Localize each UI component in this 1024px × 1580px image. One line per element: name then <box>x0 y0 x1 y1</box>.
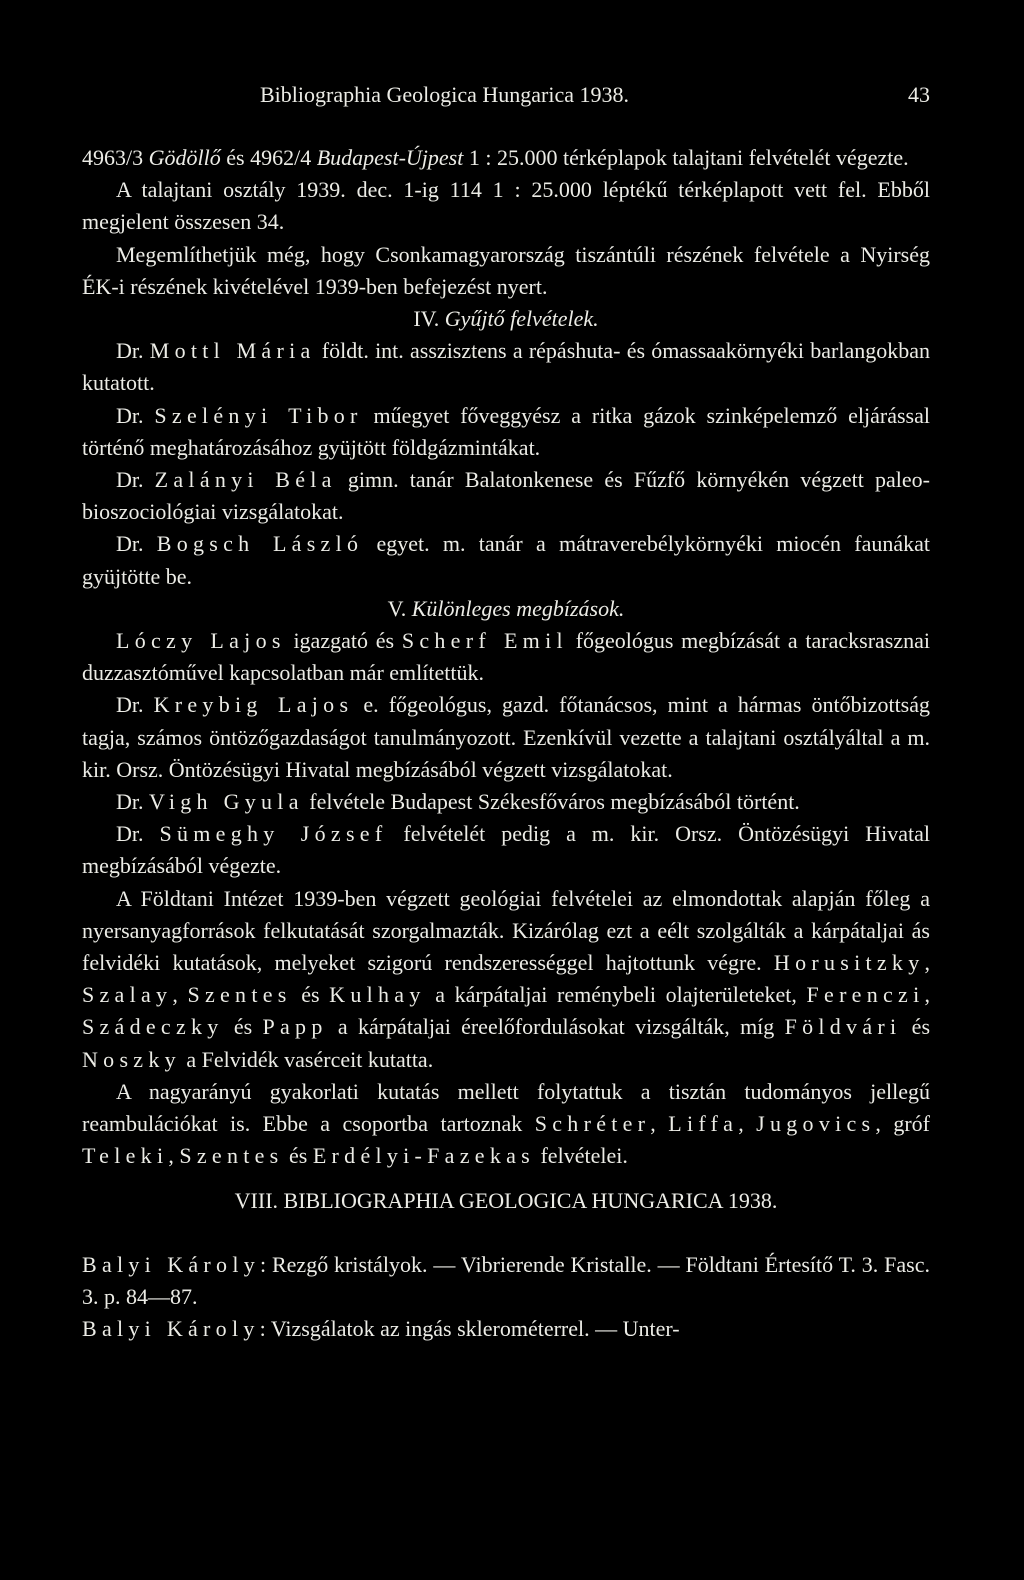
entry-text: : Vizsgálatok az ingás sklerométerrel. — Unter- <box>259 1316 680 1342</box>
text-run: gimn. tanár Balatonkenese és Fűzfő környékén végzett paleo-bioszociológiai vizsgálatokat. <box>82 467 931 525</box>
person-name: Sümeghy József <box>159 821 388 847</box>
text-run: Dr. <box>116 531 157 557</box>
person-name: Erdélyi-Fazekas <box>312 1143 535 1169</box>
person-name: Vigh Gyula <box>149 789 304 815</box>
person-name: Szalay <box>82 982 173 1008</box>
paragraph <box>82 400 930 464</box>
place-name: Gödöllő <box>148 145 221 170</box>
paragraph <box>82 625 930 689</box>
text-run: , <box>924 982 930 1008</box>
person-name: Szádeczky <box>82 1014 224 1040</box>
person-name: Schréter <box>534 1111 651 1137</box>
person-name: Noszky <box>82 1046 181 1072</box>
running-title: Bibliographia Geologica Hungarica 1938. <box>260 82 630 107</box>
person-name: Zalányi Béla <box>154 467 337 493</box>
text-run: , gróf <box>875 1111 930 1137</box>
spacer <box>82 1173 930 1185</box>
person-name: Horusitzky <box>773 950 925 976</box>
bibliography-entry <box>82 1313 930 1345</box>
text-run: A nagyarányú gyakorlati kutatás mellett folytattuk a tisztán tudományos jellegű reambulációkat is. Ebbe a csoportba tartoznak <box>82 1078 930 1137</box>
text-run: és 4962/4 <box>220 145 317 170</box>
text-run: Dr. <box>116 692 154 718</box>
person-name: Szentes <box>187 982 292 1008</box>
text-run: felvétele Budapest Székesfőváros megbízásából történt. <box>303 789 800 815</box>
place-name: Budapest-Újpest <box>316 145 464 170</box>
paragraph <box>82 142 930 174</box>
text-run: Dr. <box>116 789 149 815</box>
text-run: igazgató és <box>285 628 402 654</box>
person-name: Jugovics <box>756 1111 876 1137</box>
text-run: felvételét pedig a m. kir. Orsz. Öntözésügyi Hivatal megbízásából végezte. <box>82 821 931 879</box>
text-run: felvételei. <box>534 1143 628 1169</box>
text-run: Dr. <box>116 338 150 364</box>
text-run: , <box>738 1111 757 1137</box>
text-run: és <box>283 1143 313 1169</box>
person-name: Papp <box>262 1014 328 1040</box>
text-run: a kárpátaljai éreelőfordulásokat vizsgálták, míg <box>327 1014 785 1040</box>
section-title: Gyűjtő felvételek. <box>444 306 599 332</box>
person-name: Liffa <box>668 1111 739 1137</box>
person-name: Földvári <box>784 1014 902 1040</box>
section-heading <box>82 593 930 625</box>
author-name: Balyi Károly <box>82 1316 260 1342</box>
paragraph <box>82 883 930 1076</box>
text-run: és <box>901 1014 931 1040</box>
section-heading <box>82 303 930 335</box>
section-number: IV. <box>413 306 440 332</box>
person-name: Ferenczi <box>806 982 925 1008</box>
text-run: A Földtani Intézet 1939-ben végzett geológiai felvételei az elmondottak alapján főleg a nyersanyagforrások felkutatását szorgalmazták. Kizárólag ezt a eélt szolgálták a kárpátaljai ás felvidéki kutatások, melyeket szigorú rendszerességgel hajtottunk végre. <box>82 885 930 976</box>
text-run: e. főgeológus, gazd. főtanácsos, mint a hármas öntőbizottság tagja, számos öntözőgazdaságot tanulmányozott. Ezenkívül vezette a talajtani osztályáltal a m. kir. Orsz. Öntözésügyi Hivatal megbízásából végzett vizsgálatokat. <box>82 692 931 782</box>
person-name: Kulhay <box>329 982 426 1008</box>
chapter-heading: VIII. BIBLIOGRAPHIA GEOLOGICA HUNGARICA 1938. <box>234 1187 778 1213</box>
section-number: V. <box>387 595 407 621</box>
paragraph <box>82 786 930 818</box>
paragraph <box>82 1076 930 1173</box>
paragraph <box>82 818 930 882</box>
person-name: Szentes <box>179 1143 284 1169</box>
section-title: Különleges megbízások. <box>411 595 625 621</box>
person-name: Teleki <box>82 1143 169 1169</box>
entry-text: : Rezgő kristályok. — Vibrierende Kristalle. — Földtani Értesítő T. 3. Fasc. 3. p. 84—87. <box>82 1251 930 1309</box>
paragraph <box>82 464 930 528</box>
text-run: , <box>924 950 930 976</box>
text-run: , <box>172 982 188 1008</box>
person-name: Bogsch László <box>156 531 364 557</box>
text-run: 1 : 25.000 térképlapok talajtani felvételét végezte. <box>463 145 909 170</box>
paragraph <box>82 689 930 786</box>
text-run: Dr. <box>116 402 155 428</box>
text-run: Dr. <box>116 467 155 493</box>
text-run: a kárpátaljai reménybeli olajterületeket, <box>425 982 807 1008</box>
paragraph <box>82 335 930 399</box>
page-number: 43 <box>908 82 930 107</box>
body-text <box>82 142 930 1345</box>
person-name: Scherf Emil <box>401 628 568 654</box>
text-run: , <box>650 1111 669 1137</box>
text-run: földt. int. asszisztens a répáshuta- és ómassaakörnyéki barlangokban kutatott. <box>82 338 930 396</box>
paragraph: A talajtani osztály 1939. dec. 1-ig 114 1 : 25.000 léptékű térképlapott vett fel. Ebből megjelent összesen 34. <box>82 177 930 235</box>
author-name: Balyi Károly <box>82 1251 260 1277</box>
person-name: Szelényi Tibor <box>154 402 363 428</box>
running-header <box>82 78 930 112</box>
text-run: a Felvidék vasérceit kutatta. <box>180 1046 434 1072</box>
text-run: , <box>168 1143 180 1169</box>
person-name: Kreybig Lajos <box>153 692 354 718</box>
text-run: főgeológus megbízását a taracksrasznai duzzasztóművel kapcsolatban már említettük. <box>82 628 930 686</box>
text-run: és <box>291 982 330 1008</box>
text-run: Dr. <box>116 821 160 847</box>
text-run: műegyet főveggyész a ritka gázok szinképelemző eljárással történő meghatározásához gyüjtött földgázmintákat. <box>82 402 930 460</box>
person-name: Lóczy Lajos <box>116 628 286 654</box>
text-run: egyet. m. tanár a mátraverebélykörnyéki miocén faunákat gyüjtötte be. <box>82 531 930 589</box>
paragraph <box>82 528 930 592</box>
person-name: Mottl Mária <box>149 338 316 364</box>
text-run: és <box>223 1014 263 1040</box>
bibliography-entry <box>82 1249 930 1313</box>
text-run: 4963/3 <box>82 145 149 170</box>
spacer <box>82 1217 930 1249</box>
paragraph: Megemlíthetjük még, hogy Csonkamagyarország tiszántúli részének felvétele a Nyirség ÉK-i részének kivételével 1939-ben befejezést nyert. <box>82 241 930 299</box>
